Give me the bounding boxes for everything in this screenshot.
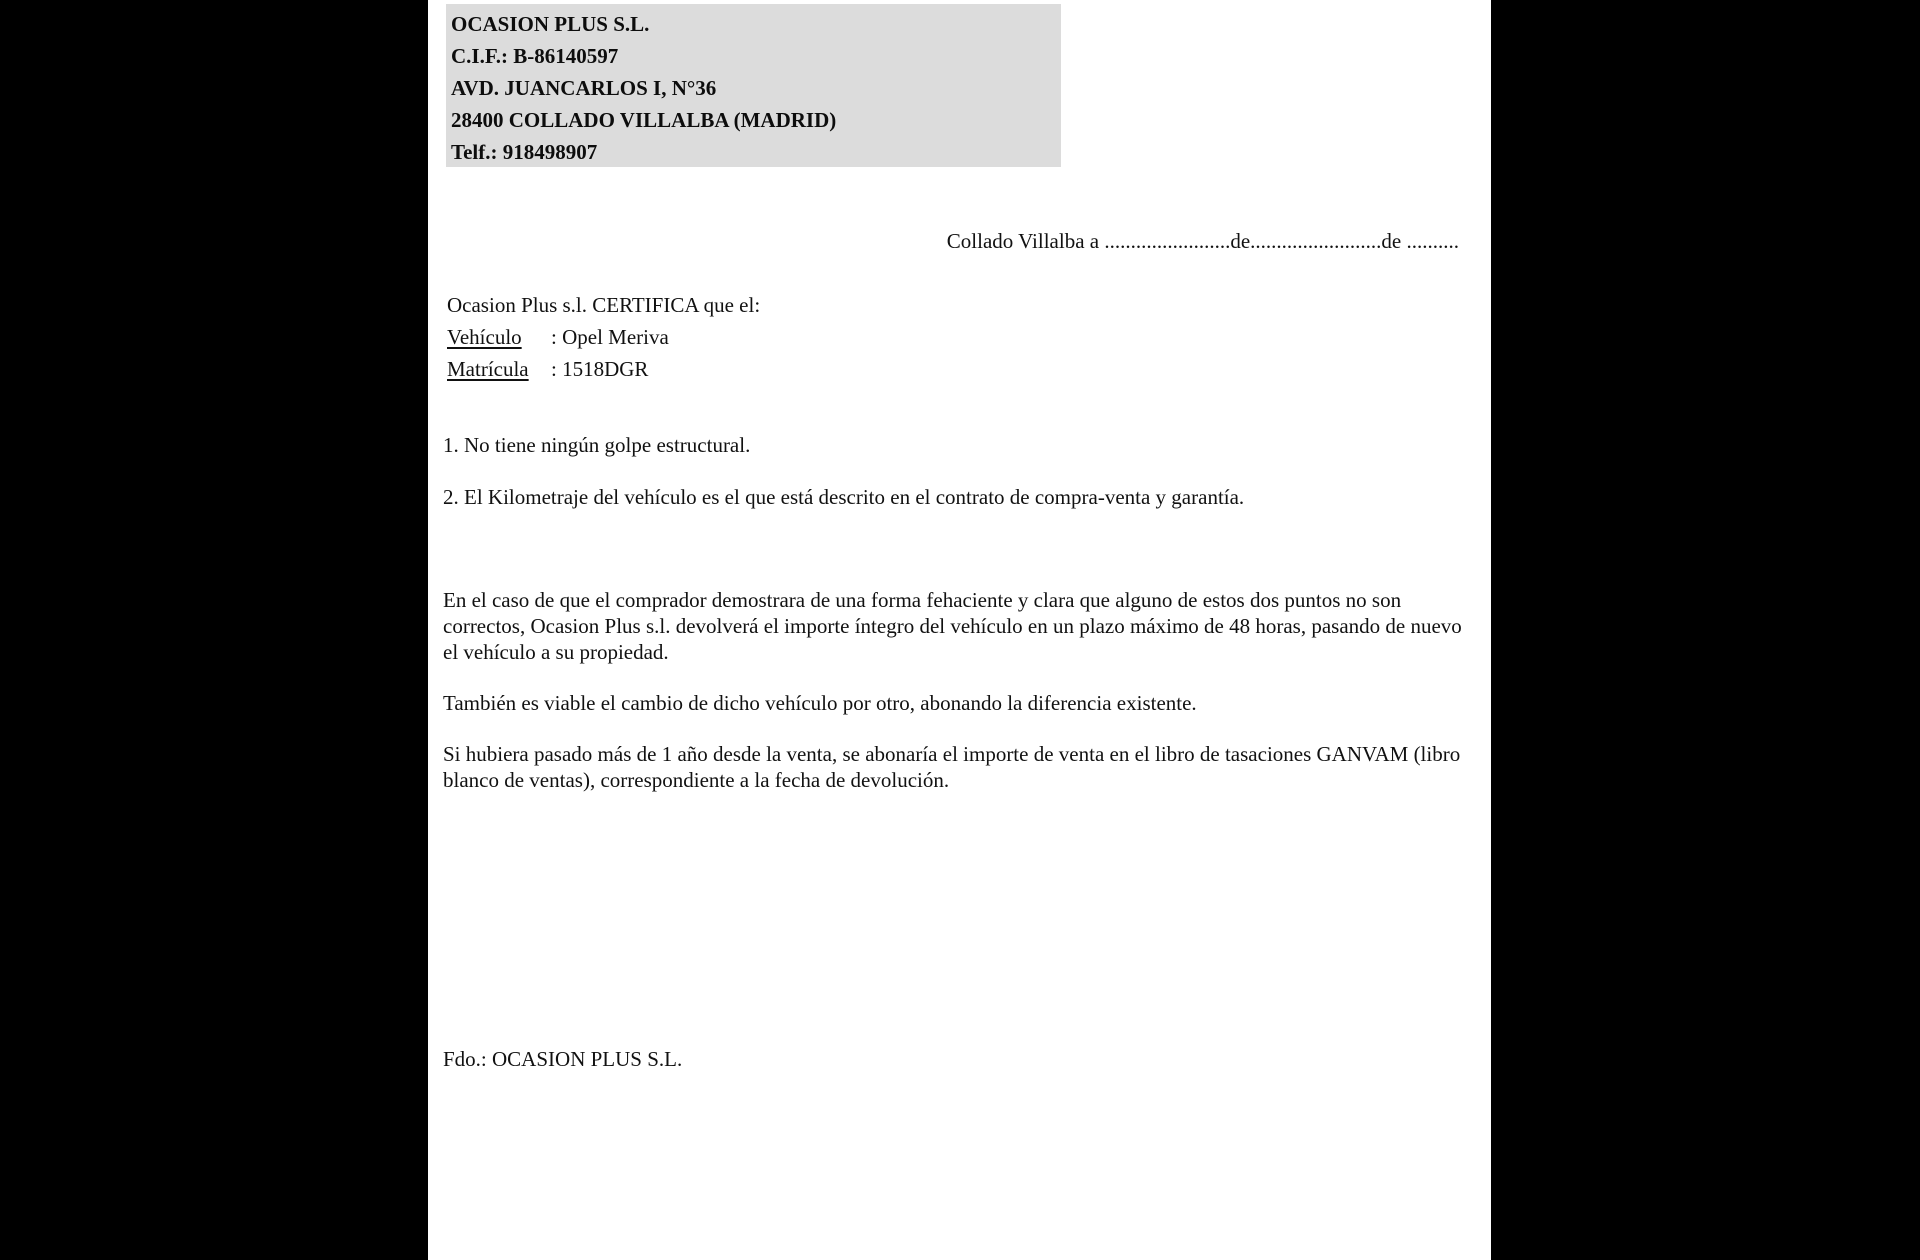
company-address: AVD. JUANCARLOS I, N°36 <box>451 76 717 100</box>
company-city: 28400 COLLADO VILLALBA (MADRID) <box>451 108 837 132</box>
plate-field <box>447 353 760 385</box>
date-line: Collado Villalba a ........................de.........................de .......... <box>946 229 1459 253</box>
vehicle-label: Vehículo <box>447 325 522 349</box>
exchange-paragraph: También es viable el cambio de dicho vehículo por otro, abonando la diferencia existente. <box>443 691 1197 715</box>
signature-line: Fdo.: OCASION PLUS S.L. <box>443 1047 683 1071</box>
point-2: 2. El Kilometraje del vehículo es el que está descrito en el contrato de compra-venta y garantía. <box>443 485 1245 509</box>
point-1: 1. No tiene ningún golpe estructural. <box>443 433 751 457</box>
ganvam-paragraph: Si hubiera pasado más de 1 año desde la venta, se abonaría el importe de venta en el libro de tasaciones GANVAM (libro blanco de ventas), correspondiente a la fecha de devolución. <box>443 742 1461 792</box>
company-cif: C.I.F.: B-86140597 <box>451 44 619 68</box>
company-header <box>446 4 1061 167</box>
refund-paragraph: En el caso de que el comprador demostrara de una forma fehaciente y clara que alguno de estos dos puntos no son correctos, Ocasion Plus s.l. devolverá el importe íntegro del vehículo en un plazo máximo de 48 horas, pasando de nuevo el vehículo a su propiedad. <box>443 588 1462 664</box>
document-page <box>428 0 1491 1260</box>
company-phone: Telf.: 918498907 <box>451 140 598 164</box>
company-name: OCASION PLUS S.L. <box>451 12 650 36</box>
certificate-intro: Ocasion Plus s.l. CERTIFICA que el: <box>447 293 761 317</box>
vehicle-field <box>447 321 760 353</box>
plate-label: Matrícula <box>447 357 529 381</box>
certificate-block <box>447 289 760 385</box>
plate-value: : 1518DGR <box>551 357 649 381</box>
vehicle-value: : Opel Meriva <box>551 325 669 349</box>
